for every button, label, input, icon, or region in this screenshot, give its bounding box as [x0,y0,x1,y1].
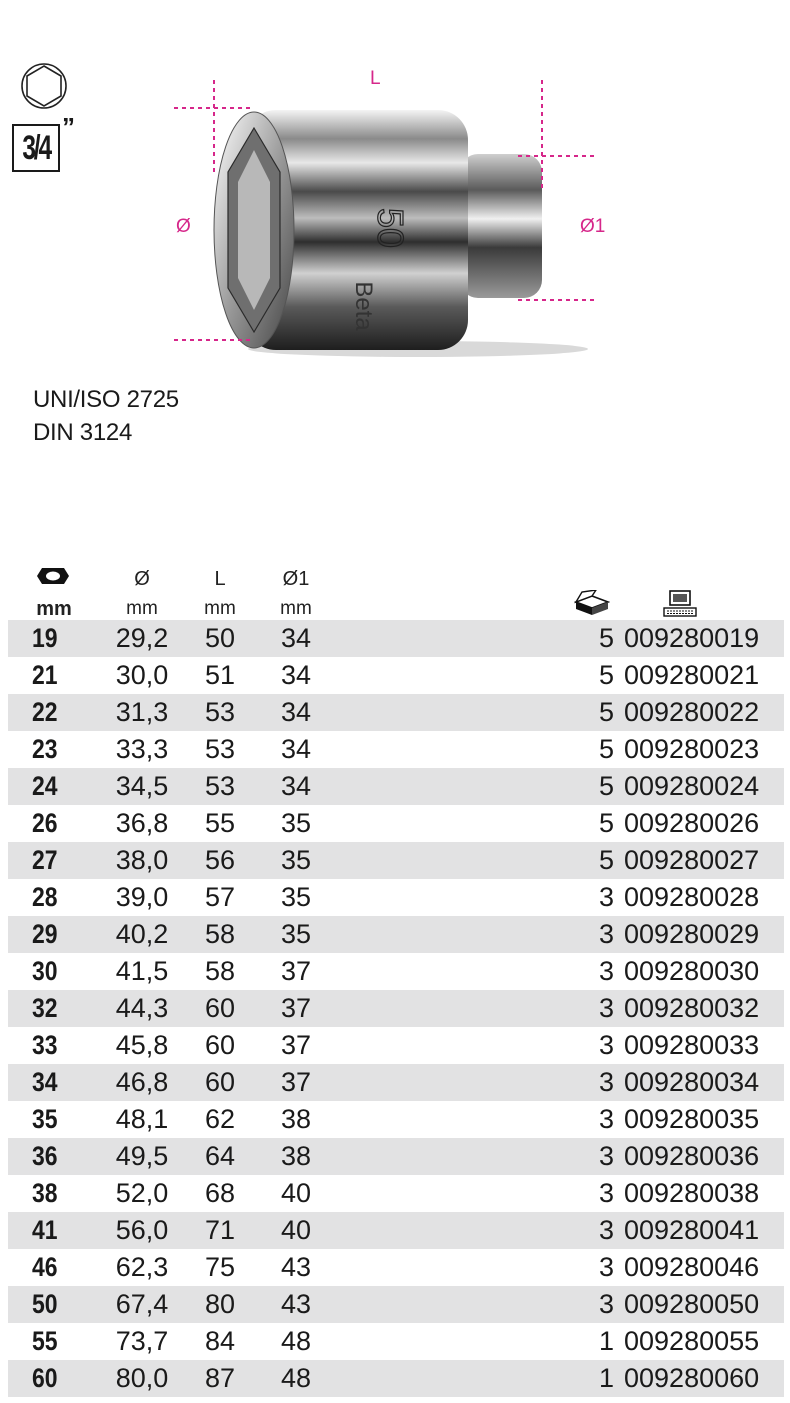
product-code-cell: 009280041 [624,1215,760,1245]
table-row [8,694,784,731]
diameter-dimension-label: Ø [176,216,191,237]
length-cell: 71 [204,1215,236,1245]
product-code-cell: 009280036 [624,1141,760,1171]
length-cell: 53 [204,771,236,801]
diameter-1-cell: 34 [280,623,312,653]
pack-quantity-cell: 3 [598,1067,614,1097]
size-unit-header: mm [36,598,72,620]
table-row [8,1323,784,1360]
table-row [8,1249,784,1286]
diameter-1-cell: 34 [280,660,312,690]
product-code-cell: 009280060 [624,1363,760,1393]
product-code-cell: 009280030 [624,956,760,986]
pack-quantity-cell: 3 [598,1104,614,1134]
socket-size-cell: 36 [32,1141,58,1171]
diameter-cell: 41,5 [115,956,169,986]
diameter-cell: 31,3 [115,697,169,727]
length-cell: 50 [204,623,236,653]
diameter-cell: 62,3 [115,1252,169,1282]
length-cell: 75 [204,1252,236,1282]
diameter-cell: 52,0 [115,1178,169,1208]
table-row [8,1212,784,1249]
table-row [8,1138,784,1175]
table-row [8,879,784,916]
diameter-1-cell: 48 [280,1363,312,1393]
product-code-cell: 009280022 [624,697,760,727]
socket-size-cell: 35 [32,1104,58,1134]
product-code-cell: 009280028 [624,882,760,912]
socket-size-cell: 29 [32,919,58,949]
table-row [8,768,784,805]
socket-size-cell: 26 [32,808,58,838]
socket-engraving: 50 [370,207,411,249]
diameter-cell: 48,1 [115,1104,169,1134]
table-row [8,953,784,990]
diameter-1-unit-header: mm [280,598,312,619]
diameter-1-cell: 37 [280,956,312,986]
standard-uni-iso: UNI/ISO 2725 [33,386,179,413]
diameter-cell: 33,3 [115,734,169,764]
computer-terminal-icon [662,590,698,618]
diameter-cell: 46,8 [115,1067,169,1097]
length-cell: 51 [204,660,236,690]
pack-quantity-cell: 3 [598,993,614,1023]
length-cell: 57 [204,882,236,912]
diameter-1-cell: 40 [280,1215,312,1245]
socket-size-cell: 24 [32,771,58,801]
diameter-cell: 30,0 [115,660,169,690]
hex-nut-icon [36,566,70,586]
pack-quantity-cell: 5 [598,660,614,690]
socket-size-cell: 27 [32,845,58,875]
diameter-unit-header: mm [126,598,158,619]
length-cell: 53 [204,697,236,727]
pack-quantity-cell: 5 [598,623,614,653]
package-box-icon [574,590,610,616]
length-cell: 58 [204,919,236,949]
standard-din: DIN 3124 [33,419,132,446]
socket-size-cell: 33 [32,1030,58,1060]
diameter-cell: 67,4 [115,1289,169,1319]
diameter-cell: 44,3 [115,993,169,1023]
drive-size-fraction: 3/4 [22,128,50,167]
socket-size-cell: 28 [32,882,58,912]
length-cell: 68 [204,1178,236,1208]
socket-size-cell: 32 [32,993,58,1023]
pack-quantity-cell: 5 [598,845,614,875]
table-row [8,842,784,879]
pack-quantity-cell: 3 [598,1215,614,1245]
table-header [8,560,784,620]
socket-size-cell: 21 [32,660,58,690]
pack-quantity-cell: 5 [598,734,614,764]
socket-product-image [168,62,608,362]
pack-quantity-cell: 3 [598,1178,614,1208]
table-row [8,990,784,1027]
diameter-1-cell: 38 [280,1141,312,1171]
table-row [8,1064,784,1101]
table-row [8,1286,784,1323]
diameter-cell: 80,0 [115,1363,169,1393]
diameter-1-cell: 37 [280,1067,312,1097]
diameter-header: Ø [134,568,150,590]
diameter-1-cell: 43 [280,1289,312,1319]
socket-size-cell: 38 [32,1178,58,1208]
diameter-cell: 56,0 [115,1215,169,1245]
socket-size-cell: 50 [32,1289,58,1319]
diameter-1-dimension-label: Ø1 [580,216,606,237]
length-cell: 60 [204,993,236,1023]
pack-quantity-cell: 1 [598,1363,614,1393]
table-row [8,1360,784,1397]
diameter-1-cell: 34 [280,771,312,801]
table-row [8,1175,784,1212]
product-code-cell: 009280024 [624,771,760,801]
diameter-1-cell: 34 [280,697,312,727]
table-row [8,805,784,842]
diameter-cell: 29,2 [115,623,169,653]
table-row [8,657,784,694]
socket-size-cell: 34 [32,1067,58,1097]
length-cell: 80 [204,1289,236,1319]
product-code-cell: 009280019 [624,623,760,653]
pack-quantity-cell: 3 [598,1252,614,1282]
product-code-cell: 009280023 [624,734,760,764]
hexagon-profile-icon [20,62,70,110]
product-code-cell: 009280033 [624,1030,760,1060]
pack-quantity-cell: 3 [598,919,614,949]
product-code-cell: 009280021 [624,660,760,690]
diameter-1-cell: 37 [280,993,312,1023]
diameter-cell: 73,7 [115,1326,169,1356]
product-code-cell: 009280026 [624,808,760,838]
socket-size-cell: 30 [32,956,58,986]
table-row [8,620,784,657]
diameter-cell: 34,5 [115,771,169,801]
pack-quantity-cell: 3 [598,882,614,912]
table-row [8,1101,784,1138]
socket-size-cell: 60 [32,1363,58,1393]
length-unit-header: mm [204,598,236,619]
drive-inch-mark: ” [62,112,75,142]
length-cell: 56 [204,845,236,875]
diameter-1-cell: 43 [280,1252,312,1282]
diameter-cell: 49,5 [115,1141,169,1171]
table-row [8,916,784,953]
length-cell: 53 [204,734,236,764]
spec-table [8,560,784,1397]
product-code-cell: 009280046 [624,1252,760,1282]
diameter-cell: 40,2 [115,919,169,949]
length-cell: 55 [204,808,236,838]
length-cell: 64 [204,1141,236,1171]
length-cell: 58 [204,956,236,986]
diameter-cell: 45,8 [115,1030,169,1060]
diameter-cell: 39,0 [115,882,169,912]
diameter-cell: 36,8 [115,808,169,838]
svg-text:Beta: Beta [350,281,377,331]
pack-quantity-cell: 3 [598,1141,614,1171]
length-header: L [214,568,226,590]
diameter-1-cell: 48 [280,1326,312,1356]
socket-size-cell: 55 [32,1326,58,1356]
pack-quantity-cell: 3 [598,1030,614,1060]
socket-size-cell: 19 [32,623,58,653]
product-code-cell: 009280050 [624,1289,760,1319]
drive-size-badge [12,124,60,172]
diameter-1-header: Ø1 [282,568,310,590]
product-code-cell: 009280027 [624,845,760,875]
diameter-1-cell: 35 [280,919,312,949]
diameter-1-cell: 37 [280,1030,312,1060]
diameter-1-cell: 40 [280,1178,312,1208]
table-row [8,1027,784,1064]
product-code-cell: 009280032 [624,993,760,1023]
pack-quantity-cell: 3 [598,1289,614,1319]
pack-quantity-cell: 1 [598,1326,614,1356]
product-code-cell: 009280034 [624,1067,760,1097]
diameter-1-cell: 34 [280,734,312,764]
pack-quantity-cell: 5 [598,771,614,801]
pack-quantity-cell: 5 [598,808,614,838]
pack-quantity-cell: 5 [598,697,614,727]
diameter-1-cell: 35 [280,808,312,838]
length-cell: 62 [204,1104,236,1134]
length-dimension-label: L [370,68,381,89]
diameter-1-cell: 35 [280,882,312,912]
table-row [8,731,784,768]
socket-size-cell: 22 [32,697,58,727]
product-code-cell: 009280038 [624,1178,760,1208]
diameter-1-cell: 38 [280,1104,312,1134]
product-code-cell: 009280029 [624,919,760,949]
length-cell: 60 [204,1067,236,1097]
length-cell: 60 [204,1030,236,1060]
standards-list [33,383,179,449]
product-code-cell: 009280055 [624,1326,760,1356]
length-cell: 87 [204,1363,236,1393]
diameter-cell: 38,0 [115,845,169,875]
length-cell: 84 [204,1326,236,1356]
product-code-cell: 009280035 [624,1104,760,1134]
diameter-1-cell: 35 [280,845,312,875]
socket-size-cell: 23 [32,734,58,764]
socket-size-cell: 41 [32,1215,58,1245]
socket-size-cell: 46 [32,1252,58,1282]
pack-quantity-cell: 3 [598,956,614,986]
